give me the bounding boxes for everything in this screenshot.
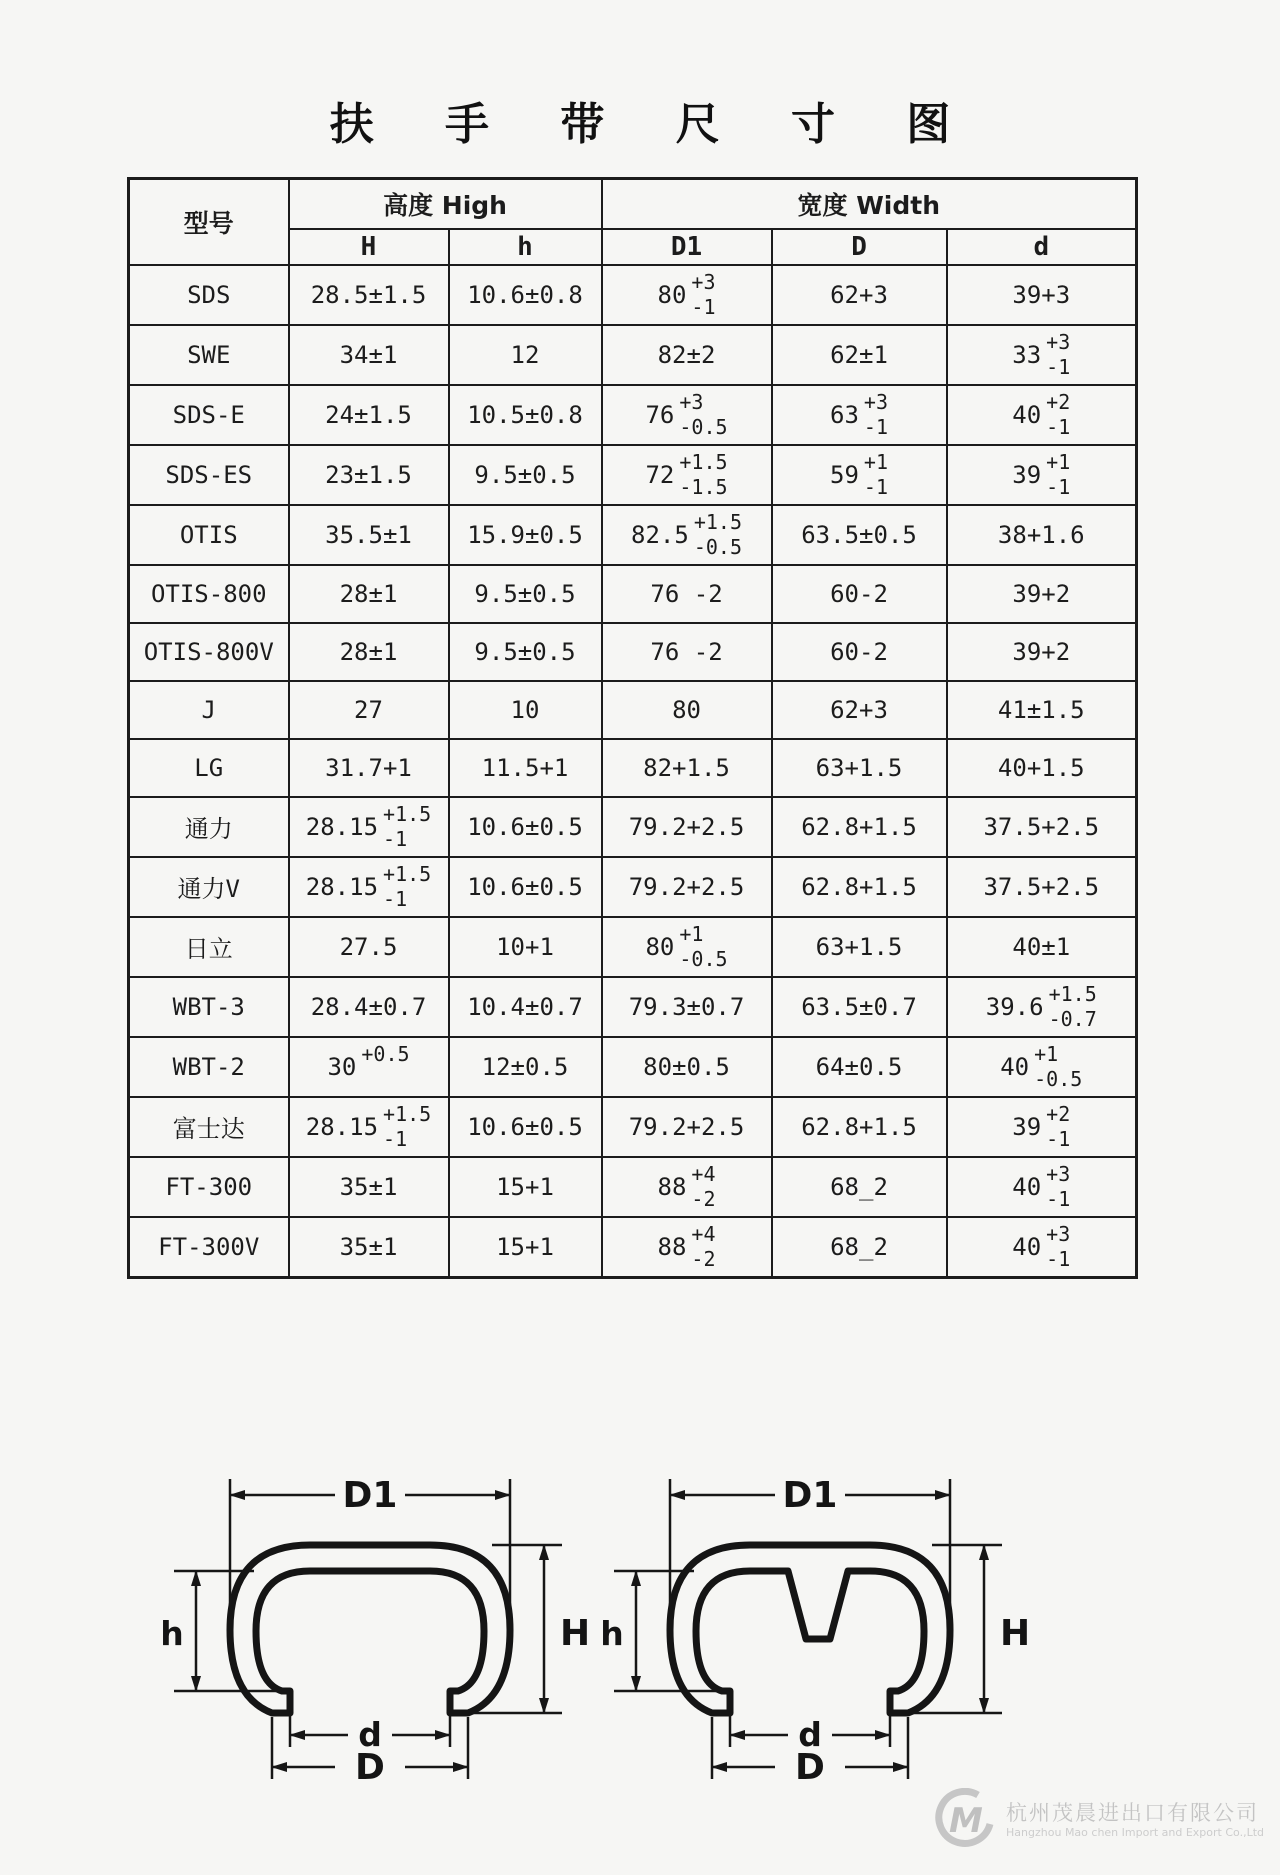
value-with-tolerance <box>658 1222 716 1272</box>
value-cell-d <box>947 1217 1137 1278</box>
tolerance-upper: +3 <box>1046 1161 1071 1186</box>
dimension-table <box>127 177 1138 1279</box>
value-with-tolerance <box>327 1042 409 1092</box>
value-cell-D1: 79.2+2.5 <box>602 797 772 857</box>
tolerance-lower: -1 <box>1046 1186 1071 1211</box>
table-row <box>129 977 1137 1037</box>
value-cell-d <box>947 1157 1137 1217</box>
base-value: 30 <box>327 1052 357 1081</box>
value-with-tolerance <box>830 390 888 440</box>
tolerance-stack <box>1046 390 1070 440</box>
value-cell-h: 9.5±0.5 <box>449 445 602 505</box>
handrail-profile-drawing-grooved <box>590 1445 1045 1795</box>
value-cell-d: 37.5+2.5 <box>947 797 1137 857</box>
tolerance-lower: -1 <box>383 886 408 911</box>
base-value: 28.15 <box>305 872 379 901</box>
header-col-D: D <box>772 229 947 265</box>
base-value: 39.6 <box>985 992 1044 1021</box>
model-cell: FT-300 <box>129 1157 289 1217</box>
tolerance-stack <box>864 450 888 500</box>
base-value: 28.15 <box>305 812 379 841</box>
header-col-H: H <box>289 229 449 265</box>
model-cell: WBT-2 <box>129 1037 289 1097</box>
model-cell: 日立 <box>129 917 289 977</box>
value-cell-H: 31.7+1 <box>289 739 449 797</box>
tolerance-lower: -1 <box>863 474 889 499</box>
model-cell: LG <box>129 739 289 797</box>
base-value: 40 <box>1012 1172 1042 1201</box>
value-with-tolerance <box>1012 1162 1070 1212</box>
value-cell-h: 10.5±0.8 <box>449 385 602 445</box>
handrail-profile <box>230 1545 510 1713</box>
tolerance-stack <box>1046 1102 1070 1152</box>
tolerance-upper: +1 <box>679 921 704 946</box>
tolerance-upper: +1 <box>863 449 889 474</box>
tolerance-upper: +3 <box>1046 329 1071 354</box>
tolerance-stack <box>1046 330 1070 380</box>
tolerance-stack <box>1046 450 1070 500</box>
value-cell-h: 12±0.5 <box>449 1037 602 1097</box>
value-with-tolerance <box>1012 1102 1070 1152</box>
value-cell-d: 39+2 <box>947 565 1137 623</box>
header-model: 型号 <box>129 179 289 265</box>
tolerance-stack <box>1034 1042 1082 1092</box>
value-cell-d: 39+3 <box>947 265 1137 325</box>
label-d: d <box>798 1715 822 1754</box>
base-value: 88 <box>657 1232 687 1261</box>
tolerance-upper: +1.5 <box>383 1101 432 1126</box>
value-cell-D: 62+3 <box>772 265 947 325</box>
table-row <box>129 739 1137 797</box>
tolerance-stack <box>383 1102 431 1152</box>
table-row <box>129 565 1137 623</box>
value-cell-D1: 80 <box>602 681 772 739</box>
value-cell-h: 12 <box>449 325 602 385</box>
model-cell: SDS-E <box>129 385 289 445</box>
value-with-tolerance <box>1000 1042 1082 1092</box>
tolerance-lower: -1 <box>1046 1246 1071 1271</box>
tolerance-upper: +4 <box>691 1161 716 1186</box>
value-with-tolerance <box>1012 330 1070 380</box>
tolerance-upper: +3 <box>1046 1221 1071 1246</box>
tolerance-stack <box>1049 982 1097 1032</box>
base-value: 28.15 <box>305 1112 379 1141</box>
value-cell-h: 15+1 <box>449 1217 602 1278</box>
model-cell: OTIS <box>129 505 289 565</box>
value-cell-h: 10+1 <box>449 917 602 977</box>
value-cell-D1: 82±2 <box>602 325 772 385</box>
value-cell-D: 68_2 <box>772 1157 947 1217</box>
value-cell-H: 24±1.5 <box>289 385 449 445</box>
value-cell-D1: 79.2+2.5 <box>602 1097 772 1157</box>
tolerance-stack <box>691 270 715 320</box>
value-with-tolerance <box>645 922 727 972</box>
header-group-width: 宽度 Width <box>602 179 1137 229</box>
base-value: 40 <box>1012 1232 1042 1261</box>
value-cell-D: 62.8+1.5 <box>772 797 947 857</box>
value-cell-H: 35±1 <box>289 1217 449 1278</box>
table-row <box>129 325 1137 385</box>
value-cell-d <box>947 1037 1137 1097</box>
handrail-profile-drawing <box>150 1445 605 1795</box>
base-value: 82.5 <box>631 520 689 549</box>
tolerance-upper: +1 <box>1046 449 1071 474</box>
tolerance-upper: +0.5 <box>361 1041 410 1066</box>
model-cell: SDS <box>129 265 289 325</box>
value-cell-D: 64±0.5 <box>772 1037 947 1097</box>
value-cell-D: 62.8+1.5 <box>772 1097 947 1157</box>
tolerance-stack <box>679 390 727 440</box>
value-cell-D: 60-2 <box>772 623 947 681</box>
value-with-tolerance <box>830 450 888 500</box>
value-cell-D1: 76 -2 <box>602 565 772 623</box>
value-cell-H: 27 <box>289 681 449 739</box>
tolerance-upper: +1.5 <box>679 449 728 474</box>
company-watermark <box>932 1788 1264 1852</box>
tolerance-lower: -1.5 <box>679 474 728 499</box>
tolerance-upper: +3 <box>691 269 716 294</box>
model-cell: WBT-3 <box>129 977 289 1037</box>
table-row <box>129 623 1137 681</box>
base-value: 39 <box>1012 1112 1042 1141</box>
value-cell-h: 15.9±0.5 <box>449 505 602 565</box>
tolerance-lower: -1 <box>1046 1126 1071 1151</box>
base-value: 80 <box>657 280 687 309</box>
base-value: 40 <box>1000 1052 1030 1081</box>
value-cell-h: 10.4±0.7 <box>449 977 602 1037</box>
label-D1: D1 <box>782 1475 838 1516</box>
table-row <box>129 797 1137 857</box>
tolerance-upper: +1.5 <box>383 801 432 826</box>
logo-letter: M <box>949 1801 983 1841</box>
value-with-tolerance <box>658 270 716 320</box>
tolerance-lower: -1 <box>383 1126 408 1151</box>
tolerance-upper: +1.5 <box>693 509 742 534</box>
value-cell-H <box>289 797 449 857</box>
value-with-tolerance <box>306 862 431 912</box>
value-cell-D: 63+1.5 <box>772 917 947 977</box>
value-cell-H: 28.5±1.5 <box>289 265 449 325</box>
value-cell-d <box>947 445 1137 505</box>
tolerance-upper: +4 <box>691 1221 716 1246</box>
model-cell: OTIS-800 <box>129 565 289 623</box>
tolerance-stack <box>383 862 431 912</box>
value-cell-D: 63.5±0.7 <box>772 977 947 1037</box>
value-with-tolerance <box>986 982 1097 1032</box>
value-cell-D: 62.8+1.5 <box>772 857 947 917</box>
value-with-tolerance <box>631 510 742 560</box>
value-cell-H: 23±1.5 <box>289 445 449 505</box>
tolerance-stack <box>691 1222 715 1272</box>
tolerance-lower: -0.5 <box>679 414 728 439</box>
tolerance-upper: +1.5 <box>383 861 432 886</box>
tolerance-upper: +2 <box>1046 389 1071 414</box>
table-row <box>129 1037 1137 1097</box>
value-cell-D1: 79.2+2.5 <box>602 857 772 917</box>
tolerance-lower: -2 <box>691 1186 716 1211</box>
value-cell-H: 28±1 <box>289 565 449 623</box>
value-cell-d: 39+2 <box>947 623 1137 681</box>
tolerance-stack <box>864 390 888 440</box>
table-row <box>129 917 1137 977</box>
value-cell-d <box>947 1097 1137 1157</box>
value-cell-d: 41±1.5 <box>947 681 1137 739</box>
value-with-tolerance <box>645 390 727 440</box>
label-H: H <box>1000 1613 1031 1654</box>
model-cell: SDS-ES <box>129 445 289 505</box>
value-cell-D: 63+1.5 <box>772 739 947 797</box>
header-row-groups <box>129 179 1137 229</box>
tolerance-stack <box>679 922 727 972</box>
model-cell: OTIS-800V <box>129 623 289 681</box>
table-header <box>129 179 1137 265</box>
value-cell-H: 28.4±0.7 <box>289 977 449 1037</box>
value-with-tolerance <box>1012 1222 1070 1272</box>
company-name-en: Hangzhou Mao chen Import and Export Co.,Ltd <box>1006 1826 1264 1840</box>
tolerance-stack <box>383 802 431 852</box>
base-value: 76 <box>645 400 675 429</box>
table-body <box>129 265 1137 1278</box>
value-cell-H <box>289 857 449 917</box>
value-cell-D1: 82+1.5 <box>602 739 772 797</box>
cross-section-diagram-plain <box>150 1445 605 1799</box>
model-cell: FT-300V <box>129 1217 289 1278</box>
value-cell-D1: 76 -2 <box>602 623 772 681</box>
value-cell-D <box>772 445 947 505</box>
value-cell-H <box>289 1037 449 1097</box>
value-cell-h: 10.6±0.5 <box>449 857 602 917</box>
value-cell-h: 11.5+1 <box>449 739 602 797</box>
company-name-cn: 杭州茂晨进出口有限公司 <box>1006 1801 1260 1825</box>
tolerance-upper: +2 <box>1046 1101 1071 1126</box>
value-cell-D <box>772 385 947 445</box>
header-col-D1: D1 <box>602 229 772 265</box>
table-row <box>129 1097 1137 1157</box>
value-cell-H: 35±1 <box>289 1157 449 1217</box>
tolerance-stack <box>1046 1222 1070 1272</box>
value-cell-D: 60-2 <box>772 565 947 623</box>
tolerance-lower <box>361 1067 409 1092</box>
model-cell: J <box>129 681 289 739</box>
value-cell-H: 34±1 <box>289 325 449 385</box>
tolerance-lower: -1 <box>383 826 408 851</box>
model-cell: 通力V <box>129 857 289 917</box>
value-cell-d: 37.5+2.5 <box>947 857 1137 917</box>
value-cell-D: 68_2 <box>772 1217 947 1278</box>
label-D1: D1 <box>342 1475 398 1516</box>
tolerance-upper: +3 <box>863 389 889 414</box>
value-cell-D1: 79.3±0.7 <box>602 977 772 1037</box>
value-cell-D1 <box>602 1157 772 1217</box>
tolerance-lower: -1 <box>1046 354 1071 379</box>
value-cell-H: 28±1 <box>289 623 449 681</box>
label-h: h <box>600 1614 624 1653</box>
tolerance-lower: -0.7 <box>1048 1006 1097 1031</box>
header-col-d: d <box>947 229 1137 265</box>
value-with-tolerance <box>306 802 431 852</box>
tolerance-stack <box>361 1042 409 1092</box>
model-cell: 通力 <box>129 797 289 857</box>
value-cell-D: 62±1 <box>772 325 947 385</box>
value-cell-h: 10.6±0.5 <box>449 1097 602 1157</box>
tolerance-lower: -1 <box>863 414 889 439</box>
handrail-profile-grooved <box>670 1545 950 1713</box>
tolerance-lower: -1 <box>1046 414 1071 439</box>
tolerance-lower: -0.5 <box>693 534 742 559</box>
value-cell-d: 38+1.6 <box>947 505 1137 565</box>
table-row <box>129 681 1137 739</box>
value-cell-h: 10.6±0.8 <box>449 265 602 325</box>
tolerance-stack <box>1046 1162 1070 1212</box>
value-cell-D1 <box>602 505 772 565</box>
label-D: D <box>355 1747 385 1788</box>
tolerance-stack <box>694 510 742 560</box>
value-with-tolerance <box>645 450 727 500</box>
value-cell-d <box>947 325 1137 385</box>
tolerance-stack <box>691 1162 715 1212</box>
value-cell-d: 40+1.5 <box>947 739 1137 797</box>
label-D: D <box>795 1747 825 1788</box>
base-value: 39 <box>1012 460 1042 489</box>
table-row <box>129 265 1137 325</box>
tolerance-lower: -2 <box>691 1246 716 1271</box>
table-row <box>129 505 1137 565</box>
cross-section-diagram-grooved <box>590 1445 1045 1799</box>
tolerance-stack <box>679 450 727 500</box>
header-group-high: 高度 High <box>289 179 602 229</box>
tolerance-upper: +1 <box>1034 1041 1059 1066</box>
value-cell-h: 9.5±0.5 <box>449 565 602 623</box>
tolerance-lower: -0.5 <box>679 946 728 971</box>
value-cell-H <box>289 1097 449 1157</box>
base-value: 59 <box>830 460 859 489</box>
table-row <box>129 857 1137 917</box>
value-cell-D1 <box>602 445 772 505</box>
value-cell-d: 40±1 <box>947 917 1137 977</box>
page-title: 扶 手 带 尺 寸 图 <box>329 99 979 150</box>
company-logo-icon <box>932 1788 996 1852</box>
table-row <box>129 445 1137 505</box>
value-cell-h: 10.6±0.5 <box>449 797 602 857</box>
tolerance-upper: +3 <box>679 389 704 414</box>
value-cell-D1 <box>602 265 772 325</box>
value-cell-D: 63.5±0.5 <box>772 505 947 565</box>
value-cell-H: 27.5 <box>289 917 449 977</box>
model-cell: SWE <box>129 325 289 385</box>
value-cell-h: 10 <box>449 681 602 739</box>
tolerance-lower: -0.5 <box>1034 1066 1083 1091</box>
value-cell-H: 35.5±1 <box>289 505 449 565</box>
value-cell-h: 15+1 <box>449 1157 602 1217</box>
value-with-tolerance <box>1012 390 1070 440</box>
value-cell-d <box>947 385 1137 445</box>
label-H: H <box>560 1613 591 1654</box>
table-row <box>129 1157 1137 1217</box>
base-value: 33 <box>1012 340 1042 369</box>
value-cell-h: 9.5±0.5 <box>449 623 602 681</box>
table-row <box>129 385 1137 445</box>
tolerance-upper: +1.5 <box>1048 981 1097 1006</box>
value-cell-D1 <box>602 385 772 445</box>
tolerance-lower: -1 <box>691 294 716 319</box>
value-cell-D1 <box>602 917 772 977</box>
base-value: 63 <box>830 400 859 429</box>
base-value: 40 <box>1012 400 1042 429</box>
value-cell-D: 62+3 <box>772 681 947 739</box>
value-cell-D1: 80±0.5 <box>602 1037 772 1097</box>
label-h: h <box>160 1614 184 1653</box>
base-value: 80 <box>645 932 675 961</box>
tolerance-lower: -1 <box>1046 474 1071 499</box>
value-with-tolerance <box>1012 450 1070 500</box>
model-cell: 富士达 <box>129 1097 289 1157</box>
base-value: 88 <box>657 1172 687 1201</box>
value-cell-D1 <box>602 1217 772 1278</box>
header-col-h: h <box>449 229 602 265</box>
table-row <box>129 1217 1137 1278</box>
value-with-tolerance <box>306 1102 431 1152</box>
base-value: 72 <box>645 460 675 489</box>
label-d: d <box>358 1715 382 1754</box>
value-cell-d <box>947 977 1137 1037</box>
value-with-tolerance <box>658 1162 716 1212</box>
